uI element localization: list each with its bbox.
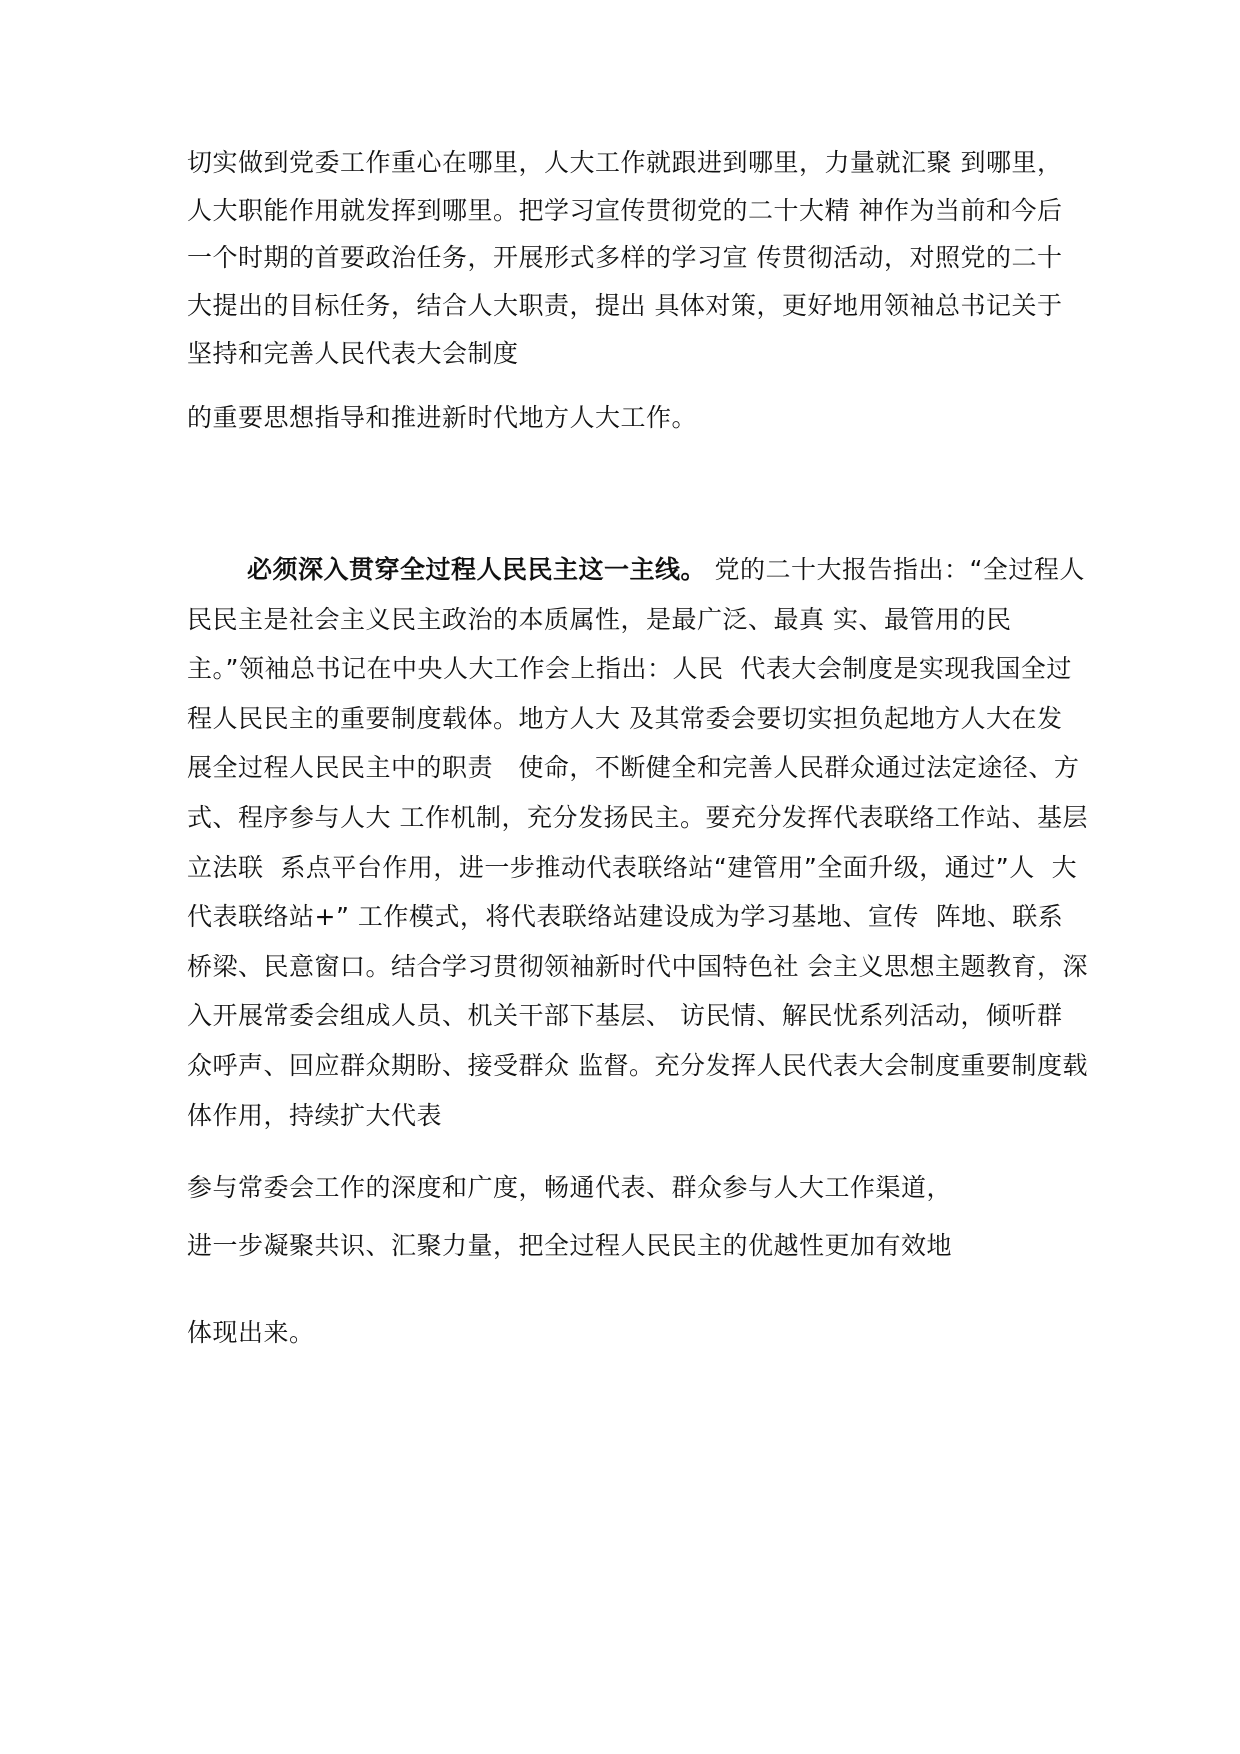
paragraph-first-line-text: 党的二十大报告指出：“全过程人 xyxy=(706,555,1085,584)
text-line: 展全过程人民民主中的职责 使命，不断健全和完善人民群众通过法定途径、方 xyxy=(187,753,1080,782)
text-line: 立法联 系点平台作用，进一步推动代表联络站“建管用”全面升级，通过”人 大 xyxy=(187,853,1078,882)
text-line: 大提出的目标任务，结合人大职责，提出 具体对策，更好地用领袖总书记关于 xyxy=(187,291,1063,320)
text-line: 体现出来。 xyxy=(187,1318,315,1347)
text-line: 民民主是社会主义民主政治的本质属性，是最广泛、最真 实、最管用的民 xyxy=(187,605,1012,634)
text-line: 进一步凝聚共识、汇聚力量，把全过程人民民主的优越性更加有效地 xyxy=(187,1231,953,1260)
text-line xyxy=(247,553,1085,587)
text-line: 人大职能作用就发挥到哪里。把学习宣传贯彻党的二十大精 神作为当前和今后 xyxy=(187,196,1063,225)
text-line: 一个时期的首要政治任务，开展形式多样的学习宣 传贯彻活动，对照党的二十 xyxy=(187,243,1063,272)
text-line: 桥梁、民意窗口。结合学习贯彻领袖新时代中国特色社 会主义思想主题教育，深 xyxy=(187,952,1088,981)
paragraph-lead-sentence: 必须深入贯穿全过程人民民主这一主线。 xyxy=(247,555,707,584)
text-line: 主。”领袖总书记在中央人大工作会上指出：人民 代表大会制度是实现我国全过 xyxy=(187,654,1072,683)
text-line: 坚持和完善人民代表大会制度 xyxy=(187,339,519,368)
text-line: 程人民民主的重要制度载体。地方人大 及其常委会要切实担负起地方人大在发 xyxy=(187,704,1063,733)
text-line: 的重要思想指导和推进新时代地方人大工作。 xyxy=(187,403,698,432)
text-line: 切实做到党委工作重心在哪里，人大工作就跟进到哪里，力量就汇聚 到哪里， xyxy=(187,148,1063,177)
text-line: 众呼声、回应群众期盼、接受群众 监督。充分发挥人民代表大会制度重要制度载 xyxy=(187,1051,1088,1080)
text-line: 体作用，持续扩大代表 xyxy=(187,1101,443,1130)
text-line: 代表联络站+” 工作模式，将代表联络站建设成为学习基地、宣传 阵地、联系 xyxy=(187,902,1064,931)
text-line: 参与常委会工作的深度和广度，畅通代表、群众参与人大工作渠道， xyxy=(187,1173,953,1202)
text-line: 入开展常委会组成人员、机关干部下基层、 访民情、解民忧系列活动，倾听群 xyxy=(187,1001,1063,1030)
text-line: 式、程序参与人大 工作机制，充分发扬民主。要充分发挥代表联络工作站、基层 xyxy=(187,803,1088,832)
